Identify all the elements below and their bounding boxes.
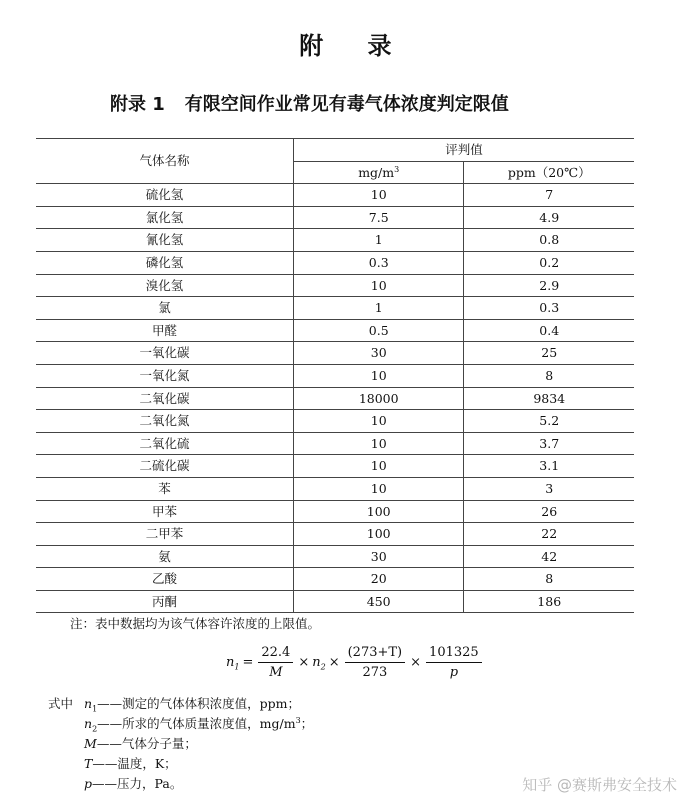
cell-gas-name: 氰化氢 bbox=[36, 229, 293, 252]
title-part-2: 录 bbox=[367, 32, 392, 60]
cell-ppm-value: 8 bbox=[464, 364, 634, 387]
cell-ppm-value: 3.1 bbox=[464, 455, 634, 478]
cell-mg-value: 18000 bbox=[293, 387, 463, 410]
cell-mg-value: 100 bbox=[293, 523, 463, 546]
definition-text: ——温度，K； bbox=[92, 756, 177, 771]
definition-line bbox=[48, 694, 313, 714]
formula-fraction-1 bbox=[258, 644, 293, 681]
cell-mg-value: 0.3 bbox=[293, 251, 463, 274]
header-mg-unit: mg/m bbox=[358, 164, 395, 180]
formula-definitions bbox=[48, 694, 313, 794]
table-row bbox=[36, 432, 634, 455]
cell-mg-value: 100 bbox=[293, 500, 463, 523]
definitions-lead: 式中 bbox=[48, 696, 74, 711]
cell-mg-value: 10 bbox=[293, 364, 463, 387]
header-gas-name: 气体名称 bbox=[36, 139, 293, 184]
table-row bbox=[36, 251, 634, 274]
formula-equals: = bbox=[242, 654, 254, 670]
formula-fraction-1-denominator: M bbox=[269, 664, 283, 680]
conversion-formula bbox=[226, 640, 484, 684]
table-row bbox=[36, 500, 634, 523]
gas-limits-table bbox=[36, 138, 634, 613]
cell-mg-value: 30 bbox=[293, 545, 463, 568]
table-row bbox=[36, 410, 634, 433]
cell-gas-name: 硫化氢 bbox=[36, 184, 293, 207]
cell-mg-value: 1 bbox=[293, 229, 463, 252]
cell-mg-value: 10 bbox=[293, 274, 463, 297]
definition-tail: ； bbox=[300, 716, 314, 731]
cell-mg-value: 10 bbox=[293, 432, 463, 455]
cell-gas-name: 氯化氢 bbox=[36, 206, 293, 229]
formula-fraction-3 bbox=[426, 644, 482, 681]
table-row bbox=[36, 206, 634, 229]
formula-times-3: × bbox=[410, 654, 422, 670]
table-row bbox=[36, 523, 634, 546]
cell-gas-name: 二氧化氮 bbox=[36, 410, 293, 433]
formula-fraction-3-denominator: p bbox=[449, 664, 459, 680]
table-note: 注：表中数据均为该气体容许浓度的上限值。 bbox=[70, 616, 321, 631]
cell-gas-name: 二氧化碳 bbox=[36, 387, 293, 410]
cell-mg-value: 1 bbox=[293, 297, 463, 320]
formula-lhs-subscript: 1 bbox=[234, 662, 240, 672]
definition-symbol: p bbox=[84, 776, 93, 791]
cell-ppm-value: 22 bbox=[464, 523, 634, 546]
title-part-1: 附 bbox=[299, 32, 324, 60]
cell-gas-name: 甲苯 bbox=[36, 500, 293, 523]
header-evaluation-value: 评判值 bbox=[293, 139, 634, 162]
formula-fraction-1-numerator: 22.4 bbox=[258, 644, 293, 663]
definition-text: ——测定的气体体积浓度值，ppm； bbox=[97, 696, 301, 711]
table-row bbox=[36, 545, 634, 568]
cell-ppm-value: 4.9 bbox=[464, 206, 634, 229]
definition-line bbox=[48, 734, 313, 754]
formula-times-2: × bbox=[328, 654, 340, 670]
appendix-heading-text: 有限空间作业常见有毒气体浓度判定限值 bbox=[184, 94, 509, 115]
table-row bbox=[36, 455, 634, 478]
definition-line bbox=[48, 774, 313, 794]
cell-ppm-value: 42 bbox=[464, 545, 634, 568]
cell-ppm-value: 0.3 bbox=[464, 297, 634, 320]
cell-gas-name: 氨 bbox=[36, 545, 293, 568]
cell-gas-name: 丙酮 bbox=[36, 590, 293, 613]
table-row bbox=[36, 590, 634, 613]
appendix-number: 附录 1 bbox=[110, 94, 165, 115]
definition-text: ——气体分子量； bbox=[96, 736, 197, 751]
table-row bbox=[36, 568, 634, 591]
cell-mg-value: 450 bbox=[293, 590, 463, 613]
table-header-row bbox=[36, 139, 634, 162]
cell-ppm-value: 186 bbox=[464, 590, 634, 613]
cell-gas-name: 氯 bbox=[36, 297, 293, 320]
table-row bbox=[36, 229, 634, 252]
cell-mg-value: 10 bbox=[293, 410, 463, 433]
formula-times-1: × bbox=[298, 654, 310, 670]
cell-gas-name: 一氧化碳 bbox=[36, 342, 293, 365]
formula-n2 bbox=[312, 655, 325, 670]
cell-ppm-value: 7 bbox=[464, 184, 634, 207]
formula-fraction-3-numerator: 101325 bbox=[426, 644, 482, 663]
cell-mg-value: 0.5 bbox=[293, 319, 463, 342]
header-mg-unit-exponent: 3 bbox=[394, 164, 400, 174]
cell-ppm-value: 2.9 bbox=[464, 274, 634, 297]
cell-ppm-value: 3.7 bbox=[464, 432, 634, 455]
cell-ppm-value: 0.4 bbox=[464, 319, 634, 342]
formula-lhs bbox=[226, 655, 239, 670]
cell-ppm-value: 9834 bbox=[464, 387, 634, 410]
cell-gas-name: 甲醛 bbox=[36, 319, 293, 342]
table-row bbox=[36, 297, 634, 320]
formula-n2-subscript: 2 bbox=[320, 662, 326, 672]
cell-gas-name: 一氧化氮 bbox=[36, 364, 293, 387]
definition-subscript: 1 bbox=[92, 704, 98, 714]
definition-line bbox=[48, 714, 313, 734]
cell-mg-value: 10 bbox=[293, 455, 463, 478]
cell-gas-name: 乙酸 bbox=[36, 568, 293, 591]
table-row bbox=[36, 274, 634, 297]
definition-symbol: T bbox=[84, 756, 93, 771]
table-row bbox=[36, 342, 634, 365]
definition-symbol: n bbox=[84, 696, 93, 711]
table-row bbox=[36, 364, 634, 387]
cell-ppm-value: 5.2 bbox=[464, 410, 634, 433]
definition-text: ——压力，Pa。 bbox=[92, 776, 183, 791]
cell-gas-name: 二氧化硫 bbox=[36, 432, 293, 455]
table-body bbox=[36, 184, 634, 613]
formula-fraction-2-denominator: 273 bbox=[362, 664, 388, 680]
zhihu-watermark: 知乎 @赛斯弗安全技术 bbox=[522, 776, 677, 794]
page-title bbox=[0, 26, 691, 61]
definition-symbol: n bbox=[84, 716, 93, 731]
table-row bbox=[36, 319, 634, 342]
definition-superscript: 3 bbox=[295, 715, 301, 725]
cell-mg-value: 20 bbox=[293, 568, 463, 591]
formula-n2-symbol: n bbox=[312, 654, 321, 670]
cell-gas-name: 二甲苯 bbox=[36, 523, 293, 546]
cell-gas-name: 苯 bbox=[36, 477, 293, 500]
cell-mg-value: 30 bbox=[293, 342, 463, 365]
cell-mg-value: 7.5 bbox=[293, 206, 463, 229]
header-mg-per-m3 bbox=[293, 161, 463, 184]
header-ppm: ppm（20℃） bbox=[464, 161, 634, 184]
cell-gas-name: 溴化氢 bbox=[36, 274, 293, 297]
formula-fraction-2 bbox=[345, 644, 406, 681]
table-row bbox=[36, 184, 634, 207]
cell-mg-value: 10 bbox=[293, 477, 463, 500]
formula-lhs-symbol: n bbox=[226, 654, 235, 670]
cell-ppm-value: 26 bbox=[464, 500, 634, 523]
cell-gas-name: 磷化氢 bbox=[36, 251, 293, 274]
definition-line bbox=[48, 754, 313, 774]
table-row bbox=[36, 477, 634, 500]
cell-gas-name: 二硫化碳 bbox=[36, 455, 293, 478]
cell-mg-value: 10 bbox=[293, 184, 463, 207]
cell-ppm-value: 0.2 bbox=[464, 251, 634, 274]
definition-subscript: 2 bbox=[92, 724, 98, 734]
table-row bbox=[36, 387, 634, 410]
cell-ppm-value: 8 bbox=[464, 568, 634, 591]
definition-symbol: M bbox=[84, 736, 97, 751]
cell-ppm-value: 0.8 bbox=[464, 229, 634, 252]
cell-ppm-value: 3 bbox=[464, 477, 634, 500]
formula-fraction-2-numerator: (273+T) bbox=[345, 644, 406, 663]
appendix-heading bbox=[110, 90, 509, 116]
definition-text: ——所求的气体质量浓度值，mg/m bbox=[97, 716, 296, 731]
cell-ppm-value: 25 bbox=[464, 342, 634, 365]
